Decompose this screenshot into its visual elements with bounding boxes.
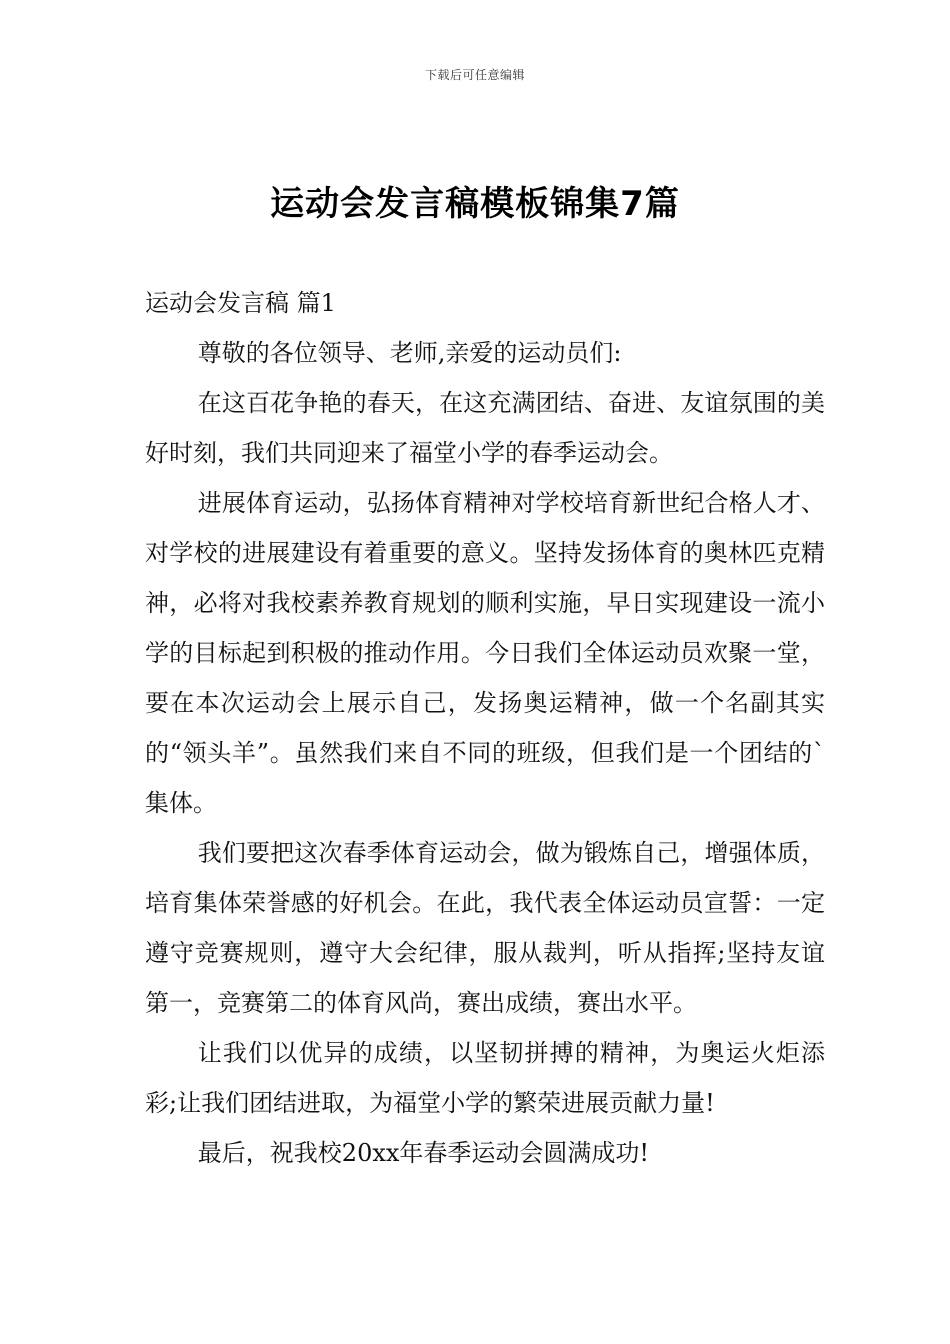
- body-paragraph: 让我们以优异的成绩，以坚韧拼搏的精神，为奥运火炬添彩;让我们团结进取，为福堂小学的繁荣进展贡献力量!: [145, 1039, 825, 1117]
- document-body: [145, 278, 825, 1178]
- section-heading: 运动会发言稿 篇1: [145, 289, 336, 317]
- body-paragraph: 进展体育运动，弘扬体育精神对学校培育新世纪合格人才、对学校的进展建设有着重要的意义。坚持发扬体育的奥林匹克精神，必将对我校素养教育规划的顺利实施，早日实现建设一流小学的目标起到积极的推动作用。今日我们全体运动员欢聚一堂，要在本次运动会上展示自己，发扬奥运精神，做一个名副其实的“领头羊”。虽然我们来自不同的班级，但我们是一个团结的`集体。: [145, 489, 825, 817]
- body-paragraph: 在这百花争艳的春天，在这充满团结、奋进、友谊氛围的美好时刻，我们共同迎来了福堂小学的春季运动会。: [145, 389, 825, 467]
- greeting-paragraph: 尊敬的各位领导、老师,亲爱的运动员们:: [197, 339, 622, 367]
- document-title: 运动会发言稿模板锦集7篇: [270, 184, 680, 224]
- header-note: 下载后可任意编辑: [424, 68, 525, 82]
- closing-paragraph: 最后，祝我校20xx年春季运动会圆满成功!: [197, 1139, 650, 1167]
- body-paragraph: 我们要把这次春季体育运动会，做为锻炼自己，增强体质，培育集体荣誉感的好机会。在此，我代表全体运动员宣誓：一定遵守竞赛规则，遵守大会纪律，服从裁判，听从指挥;坚持友谊第一，竞赛第二的体育风尚，赛出成绩，赛出水平。: [145, 839, 825, 1017]
